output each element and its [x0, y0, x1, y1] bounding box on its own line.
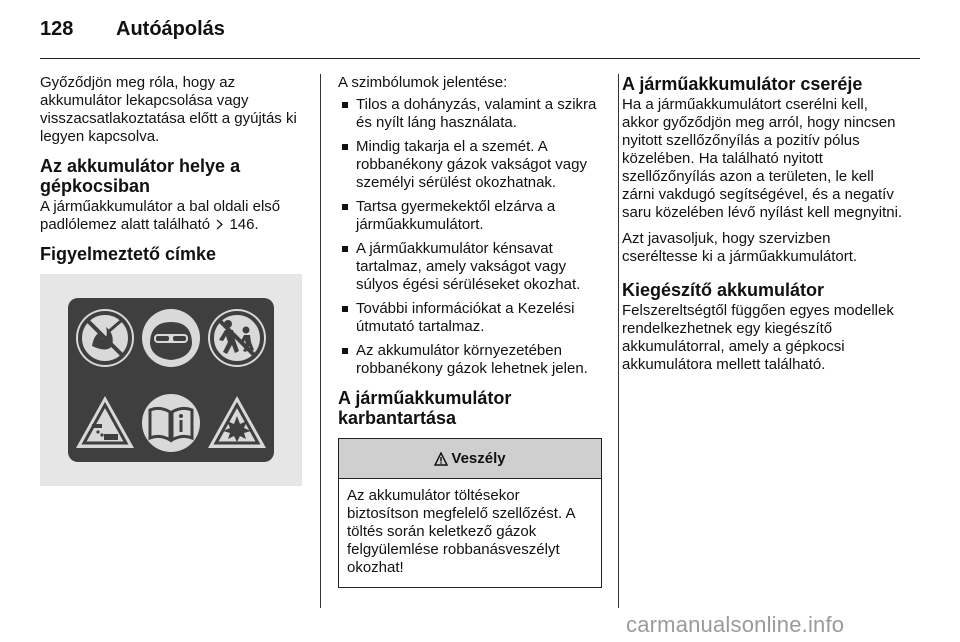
symbols-intro: A szimbólumok jelentése:: [338, 74, 508, 91]
explosion-warning-icon: [208, 396, 266, 448]
keep-away-children-icon: [208, 309, 266, 367]
no-smoking-flame-icon: [76, 309, 134, 367]
list-item: Az akkumulátor környezetében robbanékony gázok lehetnek jelen.: [338, 342, 602, 378]
warning-label-panel: [68, 298, 274, 462]
header-divider: [40, 58, 920, 59]
eye-protection-icon: [142, 309, 200, 367]
warning-label-figure: [40, 274, 302, 486]
read-manual-icon: [142, 394, 200, 452]
column-middle: [338, 74, 602, 588]
column-divider: [618, 74, 619, 608]
list-item: További információkat a Kezelési útmutató tartalmaz.: [338, 300, 602, 336]
intro-paragraph: Győződjön meg róla, hogy az akkumulátor lekapcsolása vagy visszacsatlakoztatása előtt a gyújtás ki legyen kapcsolva.: [40, 74, 297, 145]
acid-warning-icon: [76, 396, 134, 448]
page-header: [40, 18, 920, 48]
symbol-meaning-list: [338, 96, 602, 378]
list-item: Tilos a dohányzás, valamint a szikra és nyílt láng használata.: [338, 96, 602, 132]
list-item: A járműakkumulátor kénsavat tartalmaz, amely vakságot vagy súlyos égési sérüléseket okozhat.: [338, 240, 602, 294]
page-reference-link[interactable]: 146.: [229, 216, 259, 233]
service-recommendation-text: Azt javasoljuk, hogy szervizben cseréltesse ki a járműakkumulátort.: [622, 230, 858, 265]
list-item: Tartsa gyermekektől elzárva a járműakkumulátort.: [338, 198, 602, 234]
section-heading-auxiliary-battery: Kiegészítő akkumulátor: [622, 280, 825, 300]
column-left: [40, 74, 302, 486]
danger-title: Veszély: [451, 449, 506, 467]
section-heading-warning-label: Figyelmeztető címke: [40, 244, 217, 264]
page-title: Autóápolás: [116, 18, 225, 40]
danger-box-header: [339, 439, 601, 479]
section-heading-maintenance: A járműakkumulátor karbantartása: [338, 388, 512, 428]
watermark: carmanualsonline.info: [626, 612, 845, 637]
battery-location-text: A járműakkumulátor a bal oldali első padlólemez alatt található 146.: [40, 198, 281, 233]
column-divider: [320, 74, 321, 608]
danger-text: Az akkumulátor töltésekor biztosítson megfelelő szellőzést. A töltés során keletkező gázok felgyülemlése robbanásveszélyt okozhat!: [347, 487, 575, 576]
section-heading-battery-replacement: A járműakkumulátor cseréje: [622, 74, 863, 94]
page-number: 128: [40, 18, 74, 40]
warning-triangle-icon: [434, 452, 448, 466]
section-heading-battery-location: Az akkumulátor helye a gépkocsiban: [40, 156, 241, 196]
list-item: Mindig takarja el a szemét. A robbanékony gázok vakságot vagy személyi sérülést okozhatnak.: [338, 138, 602, 192]
column-right: [622, 74, 904, 382]
danger-box: [338, 438, 602, 588]
page-reference-icon: [214, 216, 229, 233]
auxiliary-battery-text: Felszereltségtől függően egyes modellek rendelkezhetnek egy kiegészítő akkumulátorral, amely a gépkocsi akkumulátora mellett található.: [622, 302, 894, 373]
battery-replacement-text: Ha a járműakkumulátort cserélni kell, akkor győződjön meg arról, hogy nincsen nyitott szellőzőnyílás a pozitív pólus közelében. Ha található nyitott szellőzőnyílás azon a területen, le kell zárni vakdugó segítségével, és a negatív saru közelében lévő nyílást kell megnyitni.: [622, 96, 903, 221]
